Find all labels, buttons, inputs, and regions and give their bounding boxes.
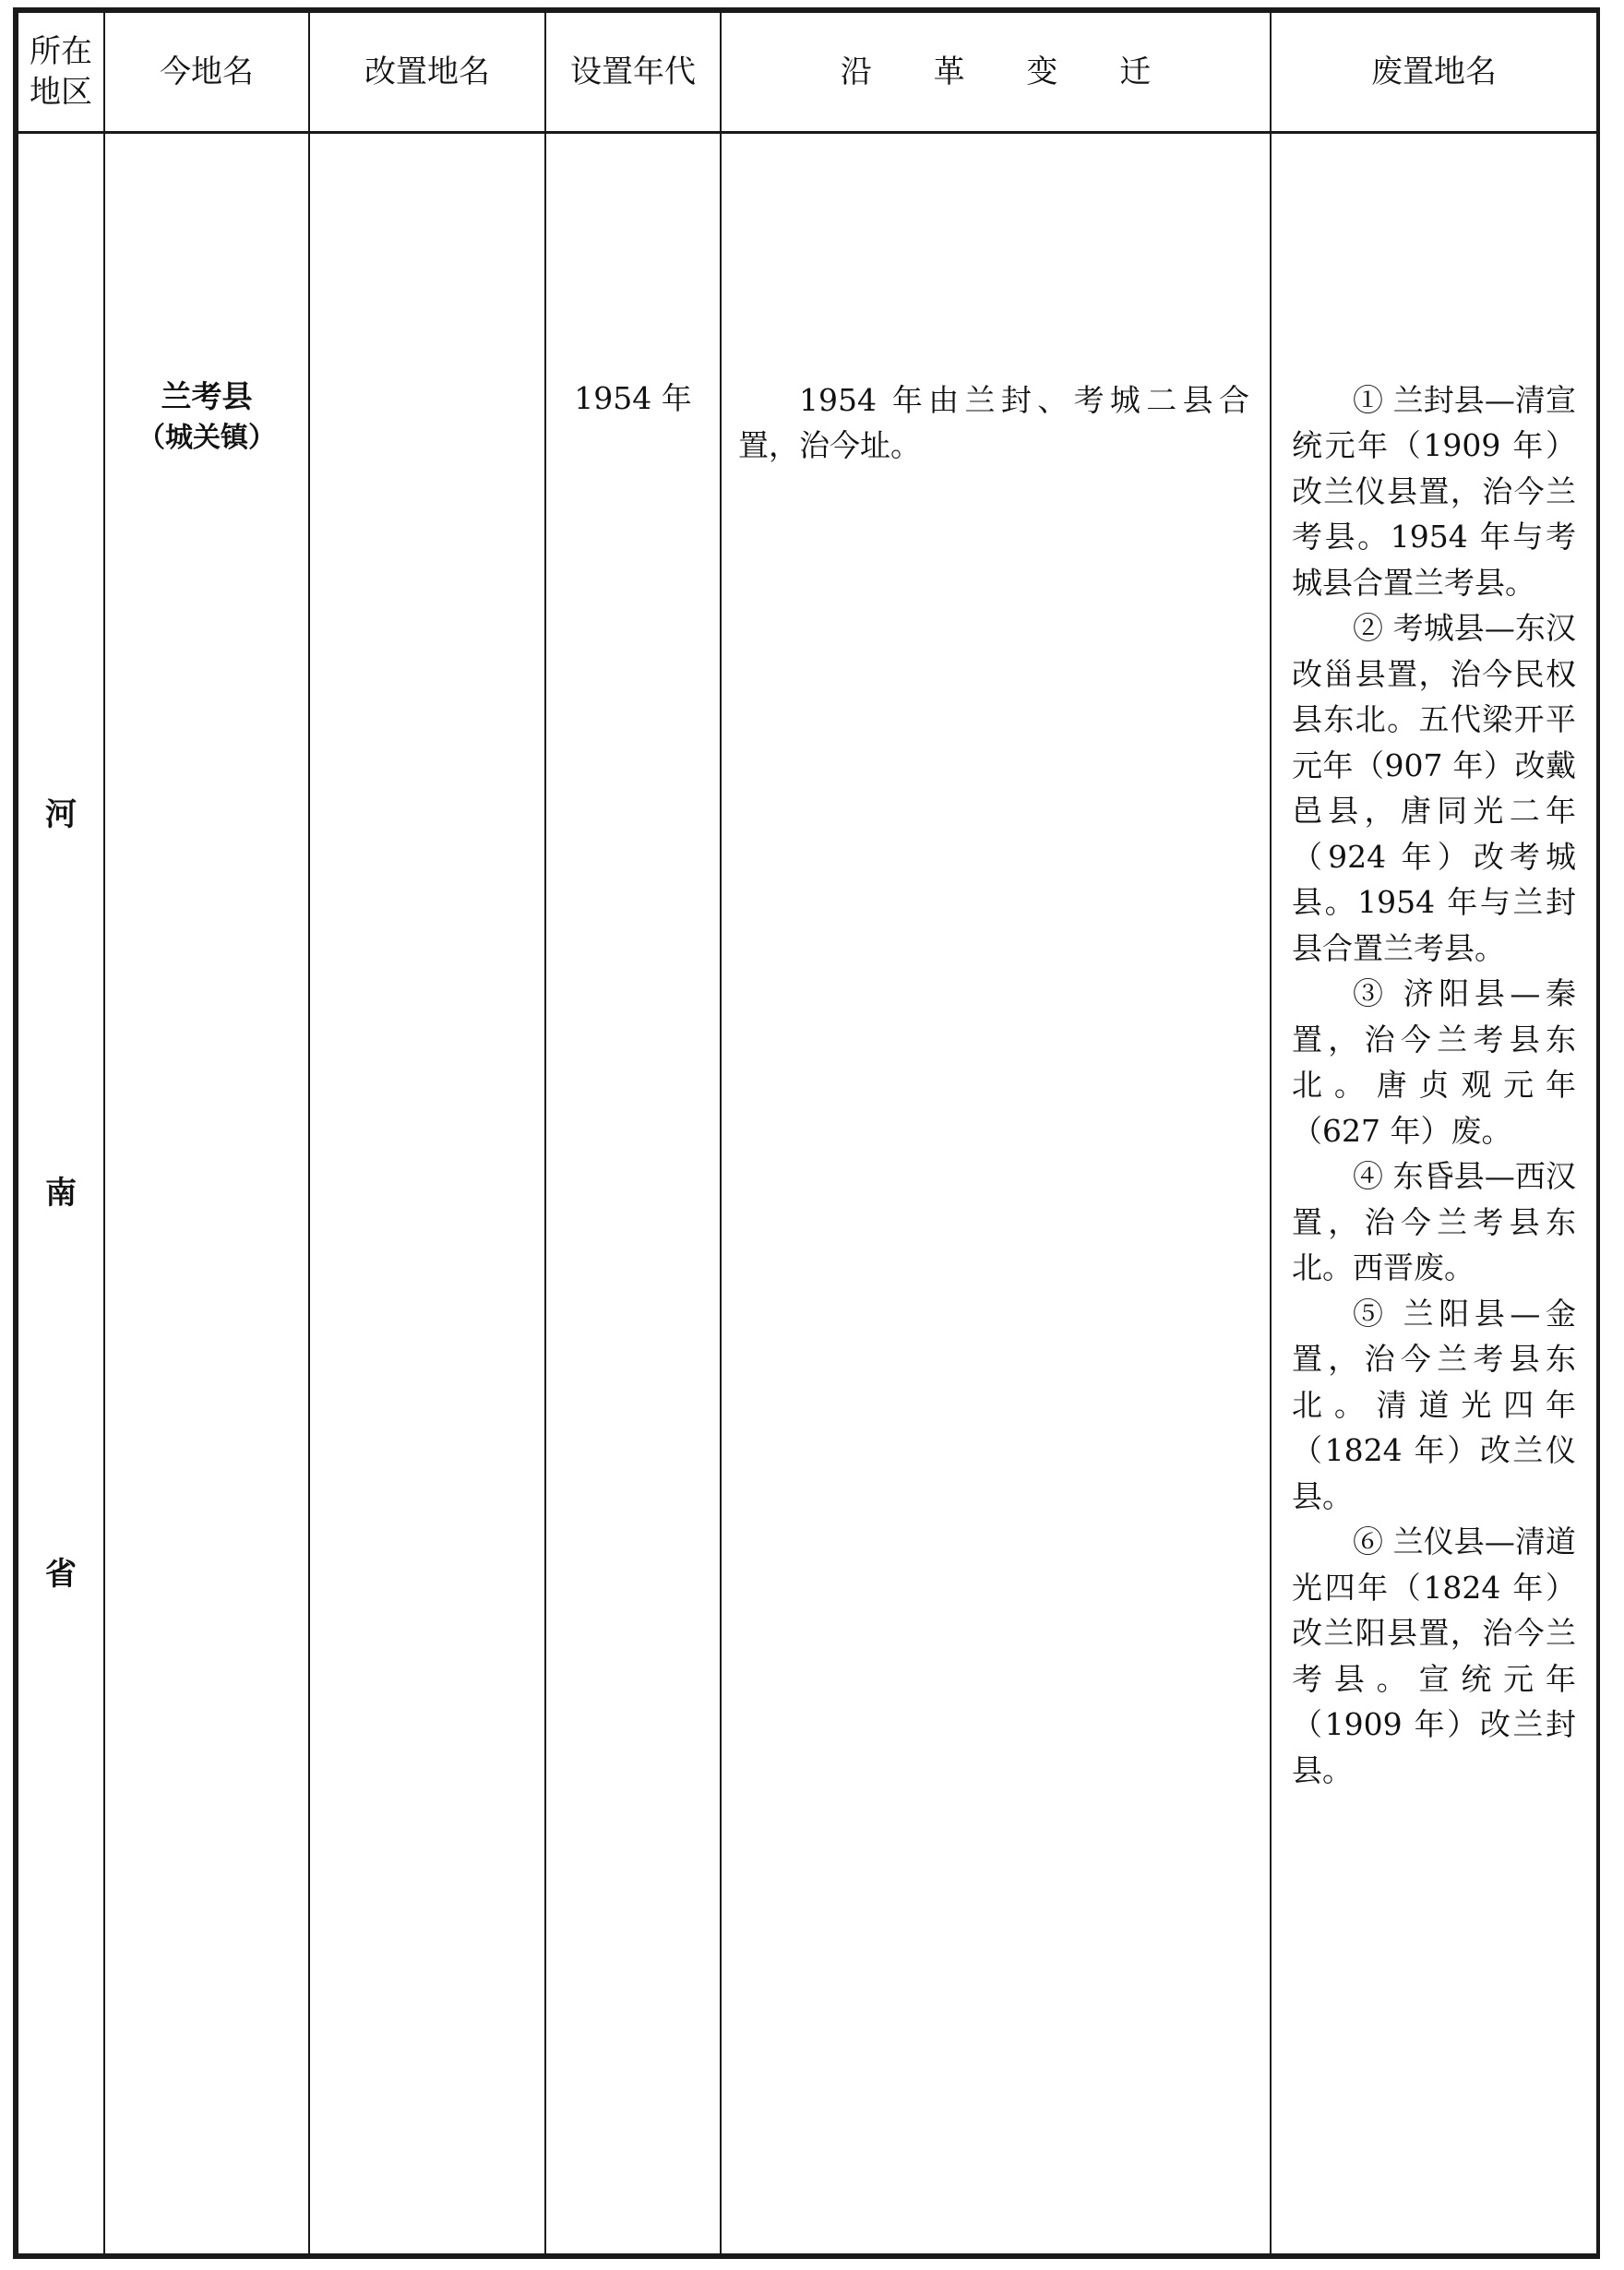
established-year-cell: 1954 年 — [545, 132, 721, 2254]
header-evolution — [721, 12, 1271, 132]
header-region — [18, 12, 104, 132]
header-established-year: 设置年代 — [545, 12, 721, 132]
current-seat: （城关镇） — [137, 421, 276, 454]
current-name-cell — [104, 132, 309, 2254]
header-evolution-label: 沿 革 变 迁 — [840, 53, 1177, 90]
renamed-name-cell — [309, 132, 545, 2254]
region-cell — [18, 132, 104, 2254]
abolished-entry-4: ④ 东昏县—西汉置，治今兰考县东北。西晋废。 — [1292, 1158, 1576, 1285]
header-region-line2: 地区 — [30, 73, 92, 111]
table-row — [18, 132, 1597, 2254]
abolished-entry-2: ② 考城县—东汉改甾县置，治今民权县东北。五代梁开平元年（907 年）改戴邑县，唐同光二年（924 年）改考城县。1954 年与兰封县合置兰考县。 — [1292, 610, 1576, 966]
region-char-he: 河 — [45, 795, 77, 833]
header-current-name: 今地名 — [104, 12, 309, 132]
abolished-entry-6: ⑥ 兰仪县—清道光四年（1824 年）改兰阳县置，治今兰考县。宣统元年（1909 年）改兰封县。 — [1292, 1523, 1576, 1788]
abolished-names-cell — [1271, 132, 1597, 2254]
header-row — [18, 12, 1597, 132]
current-name: 兰考县 — [161, 377, 253, 414]
abolished-entry-5: ⑤ 兰阳县—金置，治今兰考县东北。清道光四年（1824 年）改兰仪县。 — [1292, 1295, 1576, 1514]
header-abolished-names: 废置地名 — [1271, 12, 1597, 132]
header-region-line1: 所在 — [30, 32, 92, 70]
evolution-text: 1954 年由兰封、考城二县合置，治今址。 — [738, 381, 1249, 463]
abolished-entry-3: ③ 济阳县—秦置，治今兰考县东北。唐贞观元年（627 年）废。 — [1292, 975, 1576, 1149]
abolished-entry-1: ① 兰封县—清宣统元年（1909 年）改兰仪县置，治今兰考县。1954 年与考城县合置兰考县。 — [1292, 381, 1576, 601]
region-char-nan: 南 — [45, 1174, 77, 1212]
header-renamed-name: 改置地名 — [309, 12, 545, 132]
gazetteer-page — [13, 7, 1600, 2259]
evolution-cell — [721, 132, 1271, 2254]
region-char-sheng: 省 — [45, 1555, 77, 1593]
place-name-table — [17, 11, 1598, 2255]
